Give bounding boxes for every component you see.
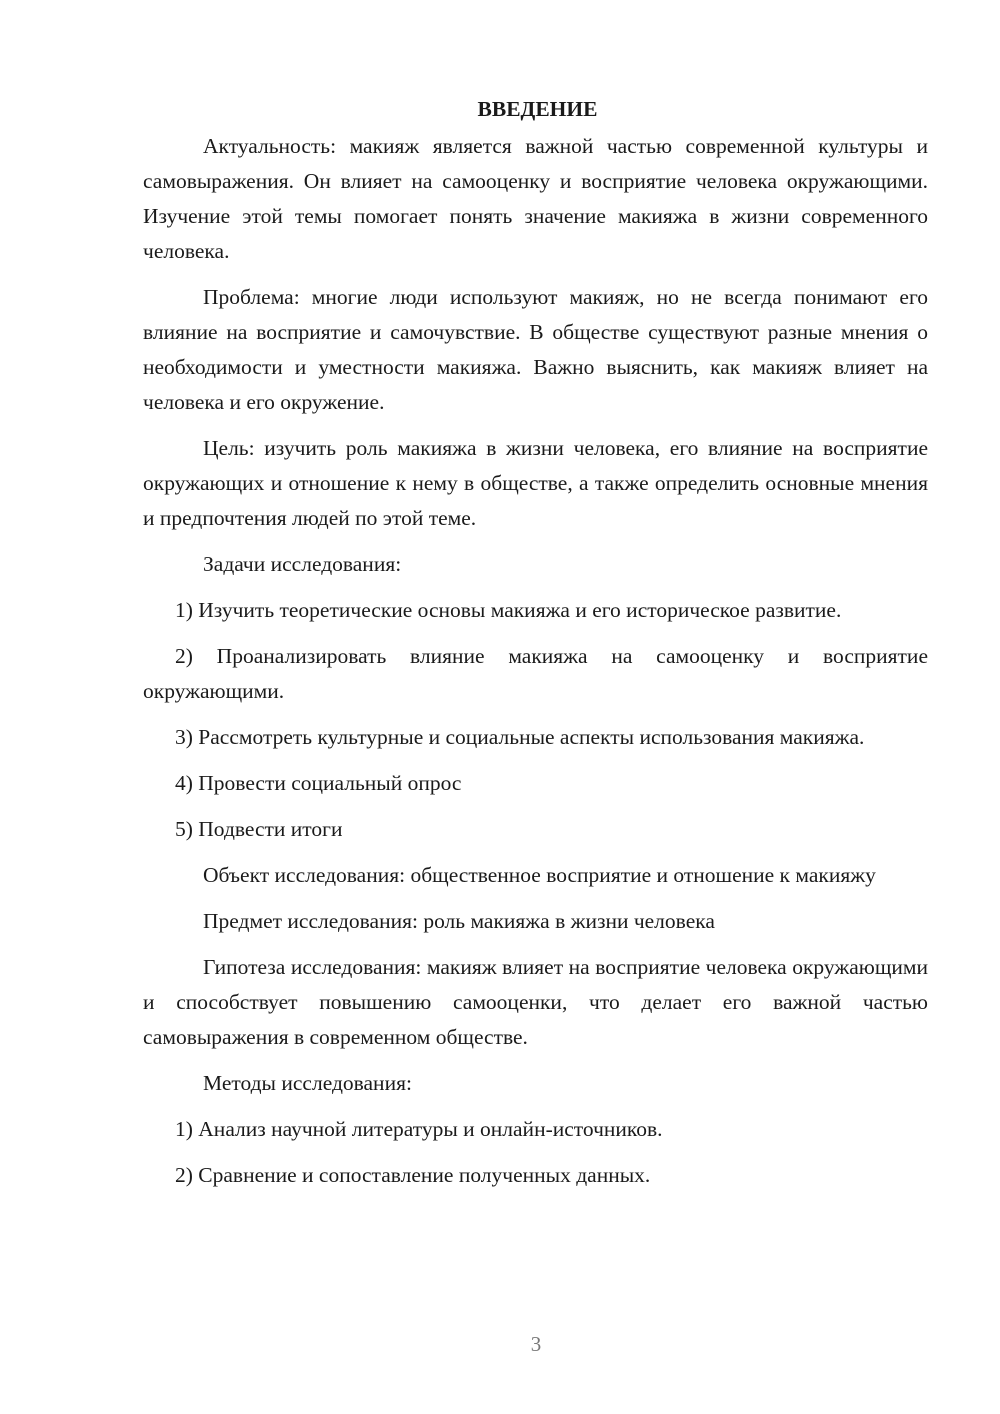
relevance-paragraph: Актуальность: макияж является важной частью современной культуры и самовыражения. Он влияет на самооценку и восприятие человека окружающими. Изучение этой темы помогает понять значение макияжа в жизни современного человека. (143, 134, 928, 263)
task-item-5: 5) Подвести итоги (175, 817, 343, 841)
object-paragraph: Объект исследования: общественное восприятие и отношение к макияжу (203, 863, 876, 887)
methods-heading: Методы исследования: (203, 1071, 412, 1095)
problem-paragraph: Проблема: многие люди используют макияж, но не всегда понимают его влияние на восприятие и самочувствие. В обществе существуют разные мнения о необходимости и уместности макияжа. Важно выяснить, как макияж влияет на человека и его окружение. (143, 285, 928, 414)
task-item-3: 3) Рассмотреть культурные и социальные аспекты использования макияжа. (175, 725, 865, 749)
method-item-2: 2) Сравнение и сопоставление полученных данных. (175, 1163, 651, 1187)
tasks-heading: Задачи исследования: (203, 552, 402, 576)
task-item-1: 1) Изучить теоретические основы макияжа и его историческое развитие. (175, 598, 842, 622)
page-number: 3 (530, 1332, 542, 1356)
method-item-1: 1) Анализ научной литературы и онлайн-источников. (175, 1117, 663, 1141)
goal-paragraph: Цель: изучить роль макияжа в жизни человека, его влияние на восприятие окружающих и отношение к нему в обществе, а также определить основные мнения и предпочтения людей по этой теме. (143, 436, 928, 530)
hypothesis-paragraph: Гипотеза исследования: макияж влияет на восприятие человека окружающими и способствует повышению самооценки, что делает его важной частью самовыражения в современном обществе. (143, 955, 928, 1049)
task-item-2: 2) Проанализировать влияние макияжа на самооценку и восприятие окружающими. (143, 644, 928, 703)
section-title: ВВЕДЕНИЕ (477, 97, 598, 121)
document-page (143, 92, 928, 1204)
task-item-4: 4) Провести социальный опрос (175, 771, 462, 795)
subject-paragraph: Предмет исследования: роль макияжа в жизни человека (203, 909, 715, 933)
